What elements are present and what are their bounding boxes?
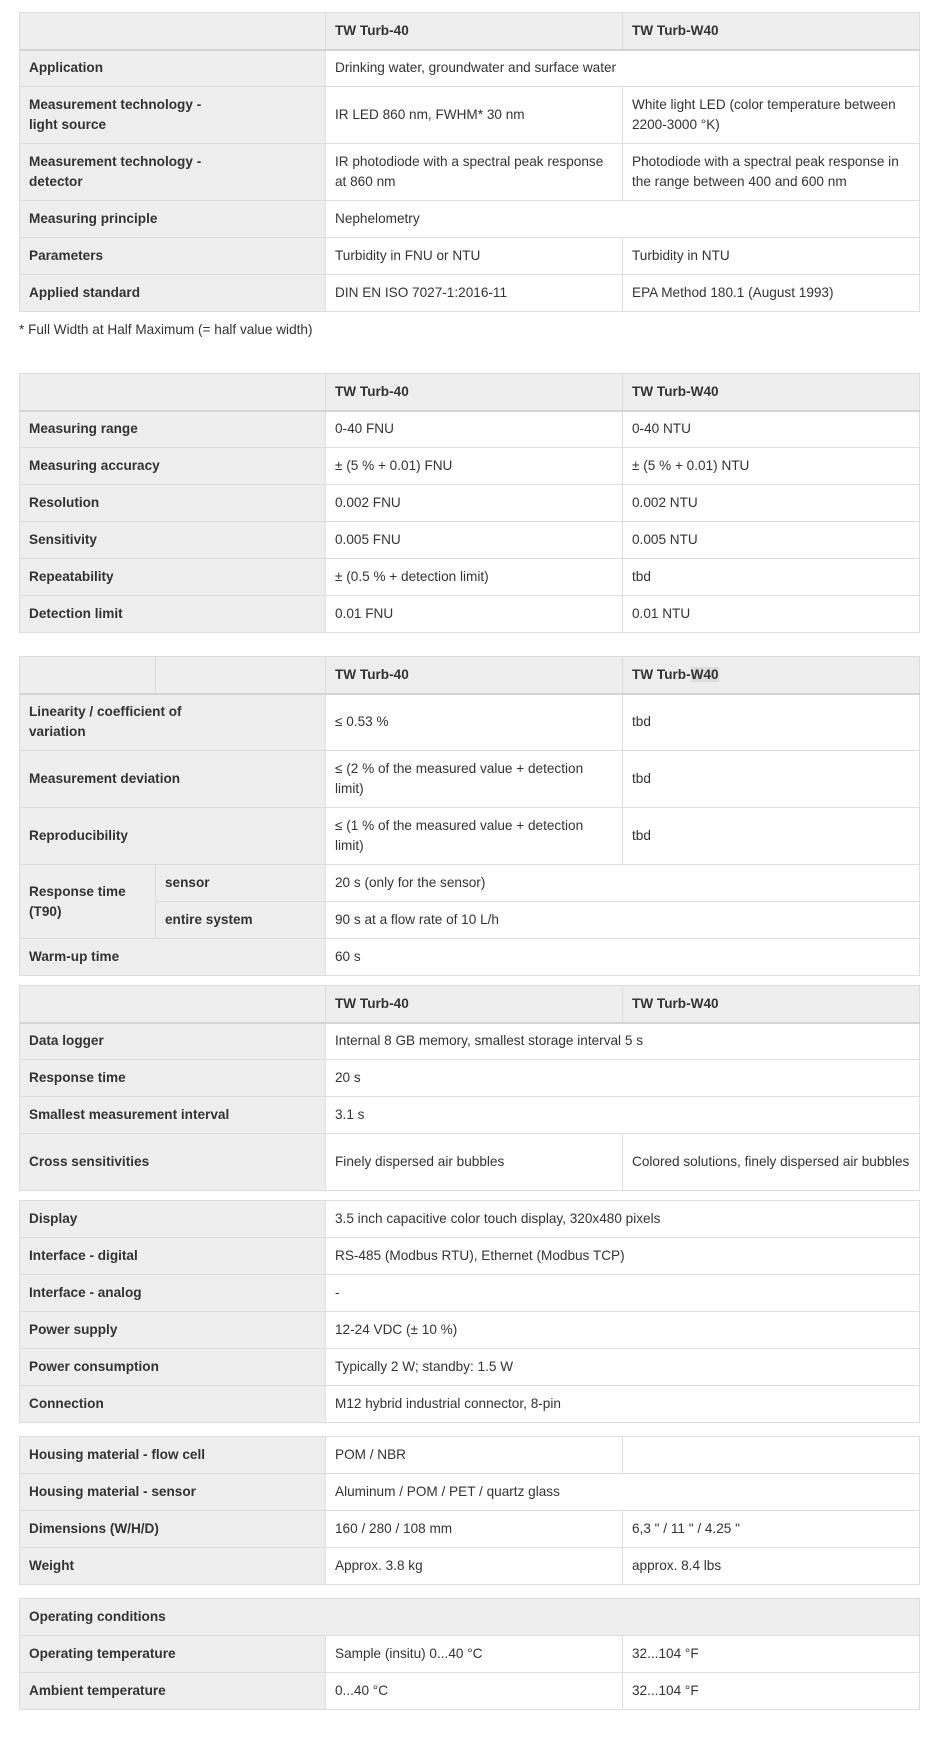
table-row <box>20 1060 920 1097</box>
row-value: Nephelometry <box>326 201 920 238</box>
row-value-b: 6,3 " / 11 " / 4.25 " <box>623 1511 920 1548</box>
row-label: Measuring principle <box>20 201 326 238</box>
header-model-b: TW Turb-W40 <box>623 13 920 50</box>
row-label: Reproducibility <box>20 808 326 865</box>
row-label: Applied standard <box>20 275 326 312</box>
row-label: Ambient temperature <box>20 1673 326 1710</box>
row-value: 3.1 s <box>326 1097 920 1134</box>
row-value-a: ≤ (2 % of the measured value + detection limit) <box>326 751 623 808</box>
row-label: Housing material - sensor <box>20 1474 326 1511</box>
table-row <box>20 1474 920 1511</box>
row-label: Parameters <box>20 238 326 275</box>
row-value-a: 0.005 FNU <box>326 522 623 559</box>
row-label: Interface - digital <box>20 1238 326 1275</box>
row-label: Response time <box>20 1060 326 1097</box>
highlighted-text: W40 <box>690 666 719 682</box>
row-label: Data logger <box>20 1023 326 1060</box>
row-value-a: ± (5 % + 0.01) FNU <box>326 448 623 485</box>
table-row <box>20 939 920 976</box>
table-row <box>20 50 920 87</box>
table-row <box>20 596 920 633</box>
table-row <box>20 1312 920 1349</box>
row-value-a: 0.002 FNU <box>326 485 623 522</box>
row-value-b: tbd <box>623 808 920 865</box>
row-label: Sensitivity <box>20 522 326 559</box>
table-row <box>20 1673 920 1710</box>
row-value-a: 0.01 FNU <box>326 596 623 633</box>
row-label: Response time (T90) <box>20 865 156 939</box>
row-value-a: Turbidity in FNU or NTU <box>326 238 623 275</box>
row-label: Linearity / coefficient of variation <box>20 694 326 751</box>
row-value-a: 160 / 280 / 108 mm <box>326 1511 623 1548</box>
table-row <box>20 144 920 201</box>
row-value-b: tbd <box>623 559 920 596</box>
table-row <box>20 1386 920 1423</box>
row-label: Cross sensitivities <box>20 1134 326 1191</box>
row-value: 20 s (only for the sensor) <box>326 865 920 902</box>
table-row <box>20 1349 920 1386</box>
sub-label-system: entire system <box>156 902 326 939</box>
row-label: Resolution <box>20 485 326 522</box>
row-label: Detection limit <box>20 596 326 633</box>
table-row <box>20 865 920 902</box>
row-value-a: ± (0.5 % + detection limit) <box>326 559 623 596</box>
table-header-row <box>20 13 920 50</box>
row-value-a: ≤ 0.53 % <box>326 694 623 751</box>
row-value-b: 32...104 °F <box>623 1636 920 1673</box>
header-model-a: TW Turb-40 <box>326 657 623 694</box>
row-value-b: 0.002 NTU <box>623 485 920 522</box>
row-label: Connection <box>20 1386 326 1423</box>
table-header-row <box>20 374 920 411</box>
row-value-b: Turbidity in NTU <box>623 238 920 275</box>
row-value-a: ≤ (1 % of the measured value + detection limit) <box>326 808 623 865</box>
sub-label-sensor: sensor <box>156 865 326 902</box>
row-value-b: 0.01 NTU <box>623 596 920 633</box>
spec-table-measurement <box>19 373 920 633</box>
table-row <box>20 1548 920 1585</box>
row-value-b: White light LED (color temperature between 2200-3000 °K) <box>623 87 920 144</box>
row-value: 3.5 inch capacitive color touch display, 320x480 pixels <box>326 1201 920 1238</box>
header-empty-cell <box>20 657 156 694</box>
row-label: Repeatability <box>20 559 326 596</box>
row-value-a: Approx. 3.8 kg <box>326 1548 623 1585</box>
row-value-b: ± (5 % + 0.01) NTU <box>623 448 920 485</box>
row-value-b: 0-40 NTU <box>623 411 920 448</box>
table-row <box>20 87 920 144</box>
spec-table-performance <box>19 656 920 976</box>
spec-table-electrical <box>19 1200 920 1423</box>
row-value-b: Colored solutions, finely dispersed air bubbles <box>623 1134 920 1191</box>
row-value-a: DIN EN ISO 7027-1:2016-11 <box>326 275 623 312</box>
row-value: 90 s at a flow rate of 10 L/h <box>326 902 920 939</box>
row-value: - <box>326 1275 920 1312</box>
row-value-b: approx. 8.4 lbs <box>623 1548 920 1585</box>
spec-table-operating-conditions <box>19 1598 920 1710</box>
row-label: Display <box>20 1201 326 1238</box>
row-value: Internal 8 GB memory, smallest storage interval 5 s <box>326 1023 920 1060</box>
row-label: Measurement technology - detector <box>20 144 326 201</box>
table-row <box>20 1201 920 1238</box>
row-label: Measuring range <box>20 411 326 448</box>
table-row <box>20 1097 920 1134</box>
table-row <box>20 238 920 275</box>
row-label: Power supply <box>20 1312 326 1349</box>
header-empty-cell <box>156 657 326 694</box>
table-row <box>20 1023 920 1060</box>
row-value-a: POM / NBR <box>326 1437 623 1474</box>
row-value-a: Sample (insitu) 0...40 °C <box>326 1636 623 1673</box>
table-row <box>20 1437 920 1474</box>
table-row <box>20 559 920 596</box>
table-header-row <box>20 1599 920 1636</box>
footnote: * Full Width at Half Maximum (= half value width) <box>19 322 313 337</box>
row-value-b: tbd <box>623 694 920 751</box>
table-row <box>20 411 920 448</box>
header-model-a: TW Turb-40 <box>326 986 623 1023</box>
header-model-a: TW Turb-40 <box>326 13 623 50</box>
table-row <box>20 201 920 238</box>
row-value: 20 s <box>326 1060 920 1097</box>
header-empty-cell <box>20 986 326 1023</box>
row-value-b: tbd <box>623 751 920 808</box>
header-model-b: TW Turb-W40 <box>623 374 920 411</box>
row-label: Measurement technology - light source <box>20 87 326 144</box>
row-value: M12 hybrid industrial connector, 8-pin <box>326 1386 920 1423</box>
row-label: Operating temperature <box>20 1636 326 1673</box>
row-label: Power consumption <box>20 1349 326 1386</box>
row-label: Smallest measurement interval <box>20 1097 326 1134</box>
spec-table-housing <box>19 1436 920 1585</box>
row-value: Aluminum / POM / PET / quartz glass <box>326 1474 920 1511</box>
table-row <box>20 808 920 865</box>
table-row <box>20 485 920 522</box>
table-row <box>20 751 920 808</box>
row-label: Housing material - flow cell <box>20 1437 326 1474</box>
header-model-b: TW Turb-W40 <box>623 986 920 1023</box>
row-value-b: 0.005 NTU <box>623 522 920 559</box>
row-value: RS-485 (Modbus RTU), Ethernet (Modbus TCP) <box>326 1238 920 1275</box>
table-row <box>20 522 920 559</box>
row-value: Drinking water, groundwater and surface water <box>326 50 920 87</box>
section-header: Operating conditions <box>20 1599 920 1636</box>
header-empty-cell <box>20 13 326 50</box>
row-value-b: Photodiode with a spectral peak response in the range between 400 and 600 nm <box>623 144 920 201</box>
row-value-a: IR LED 860 nm, FWHM* 30 nm <box>326 87 623 144</box>
row-label: Interface - analog <box>20 1275 326 1312</box>
row-value: 12-24 VDC (± 10 %) <box>326 1312 920 1349</box>
table-header-row <box>20 657 920 694</box>
table-row <box>20 1511 920 1548</box>
row-value: Typically 2 W; standby: 1.5 W <box>326 1349 920 1386</box>
table-row <box>20 275 920 312</box>
row-value-a: 0-40 FNU <box>326 411 623 448</box>
header-model-a: TW Turb-40 <box>326 374 623 411</box>
row-label: Measurement deviation <box>20 751 326 808</box>
table-row <box>20 1238 920 1275</box>
row-label: Dimensions (W/H/D) <box>20 1511 326 1548</box>
spec-table-general <box>19 12 920 312</box>
row-value-a: Finely dispersed air bubbles <box>326 1134 623 1191</box>
table-row <box>20 1134 920 1191</box>
row-value: 60 s <box>326 939 920 976</box>
row-value-b: 32...104 °F <box>623 1673 920 1710</box>
row-value-a: 0...40 °C <box>326 1673 623 1710</box>
row-value-a: IR photodiode with a spectral peak response at 860 nm <box>326 144 623 201</box>
table-row <box>20 448 920 485</box>
table-row <box>20 1275 920 1312</box>
row-label: Warm-up time <box>20 939 326 976</box>
table-row <box>20 694 920 751</box>
table-row <box>20 1636 920 1673</box>
header-model-b: TW Turb-W40 <box>623 657 920 694</box>
table-header-row <box>20 986 920 1023</box>
row-value-b: EPA Method 180.1 (August 1993) <box>623 275 920 312</box>
row-label: Weight <box>20 1548 326 1585</box>
header-empty-cell <box>20 374 326 411</box>
row-label: Measuring accuracy <box>20 448 326 485</box>
spec-table-data <box>19 985 920 1191</box>
row-label: Application <box>20 50 326 87</box>
row-value-b <box>623 1437 920 1474</box>
